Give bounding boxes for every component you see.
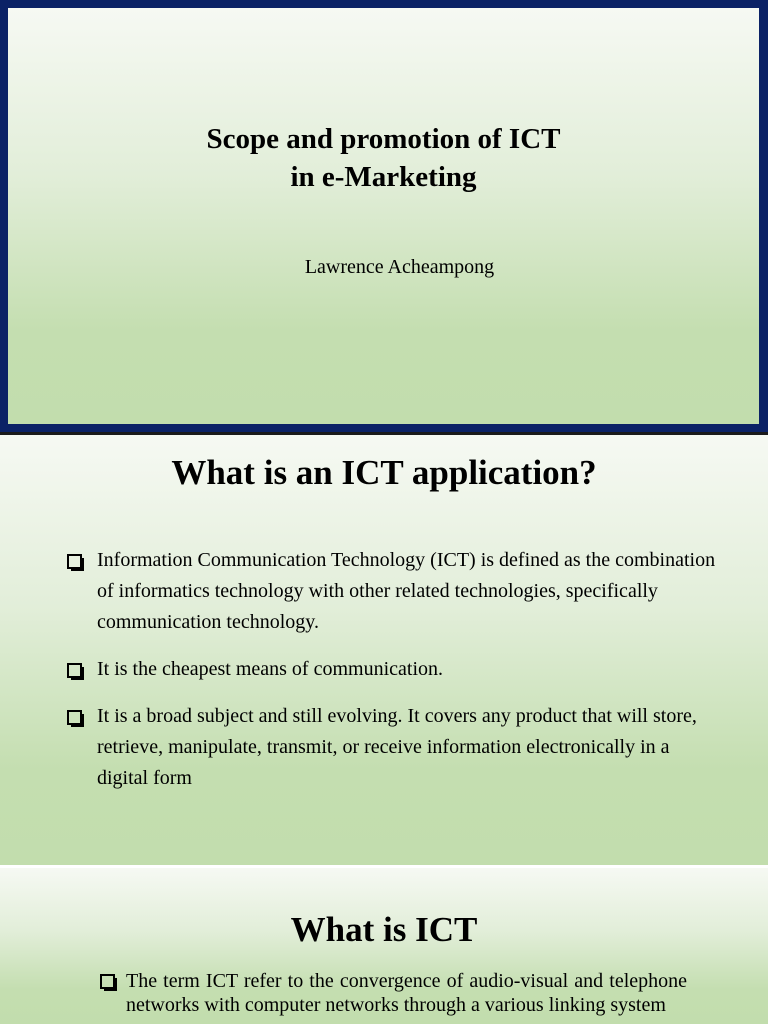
bullet-list [66, 545, 716, 810]
slide-heading: What is an ICT application? [171, 453, 597, 492]
presentation-title [8, 120, 759, 196]
bullet-text: It is the cheapest means of communication. [97, 658, 444, 680]
list-item [66, 545, 716, 638]
bullet-list [100, 969, 687, 1017]
title-line-2: in e-Marketing [290, 161, 477, 193]
list-item [66, 654, 716, 685]
title-line-1: Scope and promotion of ICT [206, 123, 561, 155]
bullet-text: Information Communication Technology (ICT) is defined as the combination of informatics technology with other related technologies, specifically communication technology. [97, 549, 716, 633]
what-is-ict-slide [0, 868, 768, 1024]
hollow-square-bullet-icon [67, 554, 82, 569]
bullet-text: The term ICT refer to the convergence of audio-visual and telephone networks with computer networks through a various linking system [126, 970, 687, 1016]
title-slide [0, 0, 768, 432]
bullet-text: It is a broad subject and still evolving. It covers any product that will store, retrieve, manipulate, transmit, or receive information electronically in a digital form [97, 705, 697, 789]
slide-heading: What is ICT [290, 910, 478, 949]
hollow-square-bullet-icon [67, 663, 82, 678]
list-item [100, 969, 687, 1017]
list-item [66, 701, 716, 794]
title-slide-content [8, 8, 759, 424]
ict-application-slide [0, 435, 768, 865]
author-name: Lawrence Acheampong [304, 256, 495, 278]
hollow-square-bullet-icon [100, 974, 115, 989]
hollow-square-bullet-icon [67, 710, 82, 725]
